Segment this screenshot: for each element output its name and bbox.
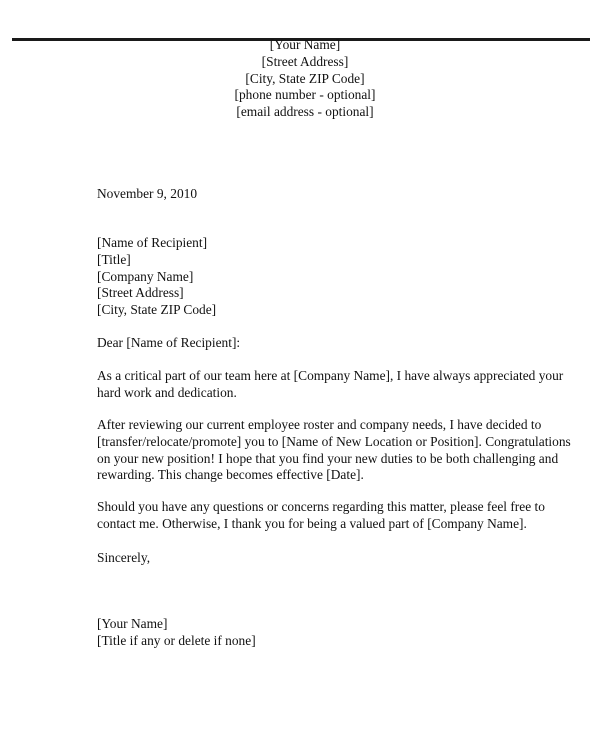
- body-paragraph-line: hard work and dedication.: [97, 384, 237, 400]
- sender-city-state-zip: [City, State ZIP Code]: [245, 70, 365, 86]
- recipient-address-block: [97, 235, 216, 319]
- recipient-name: [Name of Recipient]: [97, 235, 208, 250]
- recipient-company: [Company Name]: [97, 268, 194, 284]
- recipient-street: [Street Address]: [97, 285, 184, 301]
- sender-email: [email address - optional]: [236, 104, 374, 120]
- letter-date: November 9, 2010: [97, 186, 198, 201]
- body-paragraph-line: Should you have any questions or concerns regarding this matter, please feel free to: [97, 499, 545, 514]
- signature-name: [Your Name]: [97, 616, 168, 631]
- sender-name: [Your Name]: [269, 37, 341, 52]
- body-paragraph-line: As a critical part of our team here at [Company Name], I have always appreciated your: [97, 368, 564, 383]
- recipient-title: [Title]: [97, 251, 131, 267]
- body-paragraph-line: rewarding. This change becomes effective [Date].: [97, 467, 364, 483]
- body-paragraph-line: on your new position! I hope that you find your new duties to be both challenging and: [97, 450, 559, 466]
- body-paragraph-1: [97, 368, 564, 402]
- body-paragraph-line: [transfer/relocate/promote] you to [Name of New Location or Position]. Congratulations: [97, 433, 571, 449]
- closing: Sincerely,: [97, 550, 151, 565]
- recipient-city-state-zip: [City, State ZIP Code]: [97, 302, 217, 318]
- body-paragraph-line: After reviewing our current employee roster and company needs, I have decided to: [97, 417, 542, 432]
- sender-street: [Street Address]: [261, 53, 349, 69]
- salutation: Dear [Name of Recipient]:: [97, 335, 241, 350]
- body-paragraph-2: [97, 417, 571, 484]
- sender-phone: [phone number - optional]: [234, 87, 376, 103]
- signature-block: [97, 616, 256, 650]
- body-paragraph-line: contact me. Otherwise, I thank you for being a valued part of [Company Name].: [97, 515, 527, 531]
- sender-address-block: [0, 37, 600, 121]
- signature-title: [Title if any or delete if none]: [97, 632, 256, 648]
- body-paragraph-3: [97, 499, 545, 533]
